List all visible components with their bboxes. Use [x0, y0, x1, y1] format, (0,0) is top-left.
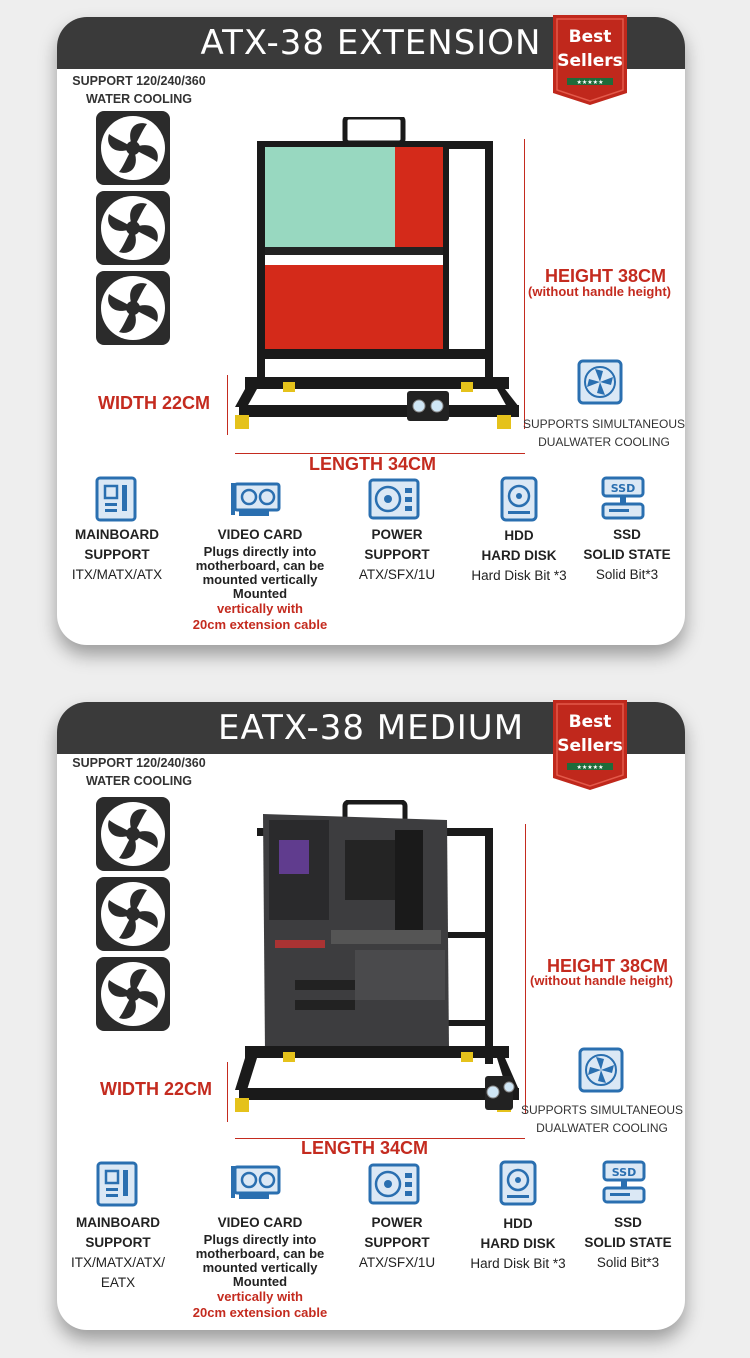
spec-title: HDD: [503, 1216, 533, 1231]
dual-line2: DUALWATER COOLING: [538, 435, 670, 449]
support-line1: SUPPORT 120/240/360: [72, 74, 206, 88]
svg-text:SSD: SSD: [611, 1166, 637, 1179]
spec-mainboard: [57, 1213, 179, 1293]
motherboard-icon: [93, 476, 139, 522]
spec-line3: Hard Disk Bit *3: [471, 568, 567, 583]
product-panel-atx38: [57, 17, 685, 645]
support-line1: SUPPORT 120/240/360: [72, 756, 206, 770]
spec-hdd: [458, 1214, 578, 1274]
motherboard-icon: [94, 1161, 140, 1207]
spec-line2: SUPPORT: [84, 547, 150, 562]
width-label: WIDTH 22CM: [100, 1079, 212, 1099]
spec-red-line: vertically with: [217, 1289, 303, 1304]
spec-line2: HARD DISK: [481, 548, 557, 563]
spec-red-line: 20cm extension cable: [192, 1305, 328, 1320]
svg-text:★★★★★: ★★★★★: [576, 765, 604, 771]
spec-line: motherboard, can be: [195, 1246, 325, 1261]
spec-line2: SOLID STATE: [584, 1235, 672, 1250]
spec-line: Plugs directly into: [203, 544, 317, 559]
spec-line3: ATX/SFX/1U: [358, 1255, 436, 1270]
spec-hdd: [459, 526, 579, 586]
badge-line1: Best: [568, 712, 612, 732]
fan-icon: [95, 876, 171, 952]
spec-line3: ATX/SFX/1U: [358, 567, 436, 582]
spec-title: VIDEO CARD: [217, 527, 303, 542]
power-supply-icon: [368, 1163, 420, 1205]
spec-red-line: 20cm extension cable: [192, 617, 328, 632]
best-sellers-badge: [553, 15, 627, 105]
spec-line3: Solid Bit*3: [595, 567, 659, 582]
support-line2: WATER COOLING: [85, 92, 192, 106]
badge-line2: Sellers: [557, 51, 623, 71]
spec-line: Plugs directly into: [203, 1232, 317, 1247]
dual-line1: SUPPORTS SIMULTANEOUS: [522, 417, 686, 431]
fan-icon: [95, 110, 171, 186]
spec-line2: SUPPORT: [364, 1235, 430, 1250]
height-note: (without handle height): [528, 284, 671, 299]
height-note: (without handle height): [530, 973, 673, 988]
spec-ssd: [575, 525, 679, 585]
spec-video-card: [180, 525, 340, 633]
badge-line1: Best: [568, 27, 612, 47]
fan-icon: [95, 190, 171, 266]
width-dimension-line: [227, 375, 228, 435]
spec-line: Mounted: [232, 586, 288, 601]
spec-line: Mounted: [232, 1274, 288, 1289]
open-frame-case-image: [235, 117, 525, 447]
spec-title: POWER: [371, 1215, 423, 1230]
svg-text:★★★★★: ★★★★★: [576, 80, 604, 86]
spec-line: motherboard, can be: [195, 558, 325, 573]
spec-title: VIDEO CARD: [217, 1215, 303, 1230]
spec-video-card: [180, 1213, 340, 1321]
svg-text:SSD: SSD: [610, 482, 636, 495]
dual-line1: SUPPORTS SIMULTANEOUS: [520, 1103, 684, 1117]
spec-red-line: vertically with: [217, 601, 303, 616]
dual-water-cooling-text: [519, 415, 689, 451]
spec-line3: Solid Bit*3: [596, 1255, 660, 1270]
fan-box-icon: [578, 1047, 624, 1093]
panel-title: ATX-38 EXTENSION: [200, 23, 542, 63]
height-label: HEIGHT 38CM: [547, 956, 669, 976]
support-line2: WATER COOLING: [85, 774, 192, 788]
graphics-card-icon: [231, 1164, 283, 1202]
dual-water-cooling-text: [517, 1101, 687, 1137]
spec-power: [342, 1213, 452, 1273]
open-frame-case-with-motherboard-image: [235, 800, 525, 1130]
spec-title: SSD: [613, 527, 641, 542]
hard-disk-icon: [499, 476, 539, 522]
fan-box-icon: [577, 359, 623, 405]
width-label: WIDTH 22CM: [98, 393, 210, 413]
spec-title: MAINBOARD: [76, 1215, 160, 1230]
panel-title: EATX-38 MEDIUM: [217, 708, 525, 748]
spec-line2: SOLID STATE: [583, 547, 671, 562]
spec-line: mounted vertically: [202, 572, 318, 587]
ssd-icon: [600, 476, 646, 522]
dual-line2: DUALWATER COOLING: [536, 1121, 668, 1135]
graphics-card-icon: [231, 481, 283, 519]
badge-line2: Sellers: [557, 736, 623, 756]
fan-icon: [95, 796, 171, 872]
fan-icon: [95, 956, 171, 1032]
power-supply-icon: [368, 478, 420, 520]
product-panel-eatx38: [57, 702, 685, 1330]
height-label: HEIGHT 38CM: [545, 266, 667, 286]
spec-line2: SUPPORT: [85, 1235, 151, 1250]
spec-title: POWER: [371, 527, 423, 542]
fan-icon: [95, 270, 171, 346]
spec-line2: SUPPORT: [364, 547, 430, 562]
spec-line3: ITX/MATX/ATX/: [70, 1255, 165, 1270]
hard-disk-icon: [498, 1160, 538, 1206]
water-cooling-support: [59, 72, 219, 108]
height-dimension-line: [525, 824, 526, 1114]
spec-power: [342, 525, 452, 585]
spec-title: MAINBOARD: [75, 527, 159, 542]
spec-line3: Hard Disk Bit *3: [470, 1256, 566, 1271]
spec-line: mounted vertically: [202, 1260, 318, 1275]
spec-mainboard: [57, 525, 177, 585]
water-cooling-support: [59, 754, 219, 790]
length-label: LENGTH 34CM: [309, 454, 437, 474]
spec-title: SSD: [614, 1215, 642, 1230]
spec-line2: HARD DISK: [480, 1236, 556, 1251]
spec-ssd: [576, 1213, 680, 1273]
spec-line4: EATX: [100, 1275, 136, 1290]
spec-title: HDD: [504, 528, 534, 543]
width-dimension-line: [227, 1062, 228, 1122]
ssd-icon: [601, 1160, 647, 1206]
spec-line3: ITX/MATX/ATX: [71, 567, 163, 582]
height-dimension-line: [524, 139, 525, 429]
length-label: LENGTH 34CM: [301, 1138, 429, 1158]
best-sellers-badge: [553, 700, 627, 790]
